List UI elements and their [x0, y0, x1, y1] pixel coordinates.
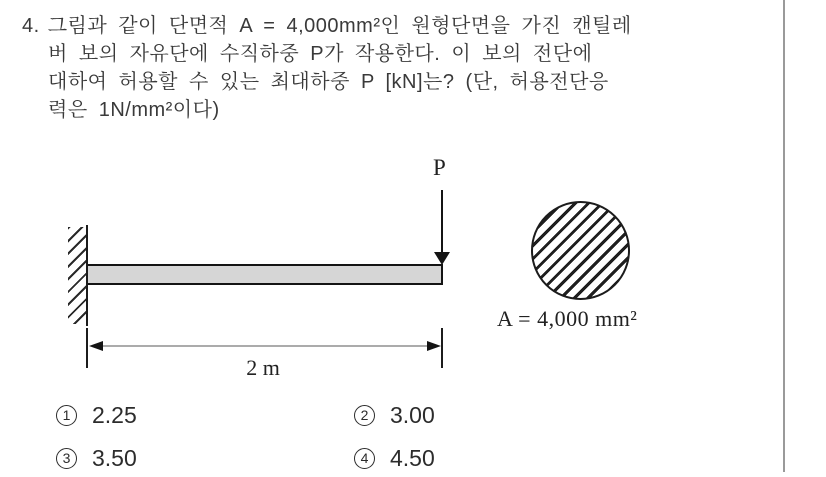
column-divider-line — [783, 0, 785, 472]
dimension-extension-line-right — [441, 328, 443, 368]
circular-section-hatched-icon — [531, 201, 630, 300]
fixed-support-hatch-icon — [68, 227, 86, 324]
choice-number-badge: 2 — [354, 405, 375, 426]
question-text-line: 버 보의 자유단에 수직하중 P가 작용한다. 이 보의 전단에 — [48, 43, 593, 65]
load-label: P — [433, 155, 446, 180]
question-text-line: 대하여 허용할 수 있는 최대하중 P [kN]는? (단, 허용전단응 — [48, 71, 609, 93]
dimension-arrow-right-icon — [427, 341, 441, 351]
question-text-line: 그림과 같이 단면적 A = 4,000mm²인 원형단면을 가진 캔틸레 — [47, 15, 632, 37]
dimension-line — [92, 345, 438, 347]
load-arrow-shaft — [441, 190, 443, 254]
section-area-label: A = 4,000 mm² — [497, 306, 638, 331]
beam-body — [88, 264, 443, 285]
choice-value: 3.50 — [92, 444, 137, 471]
dimension-extension-line-left — [86, 328, 88, 368]
choice-number-badge: 1 — [56, 405, 77, 426]
dimension-arrow-left-icon — [89, 341, 103, 351]
question-continuation — [48, 40, 770, 124]
choice-option-3[interactable] — [56, 446, 137, 470]
choice-option-4[interactable] — [354, 446, 435, 470]
load-arrow-head-icon — [434, 252, 450, 265]
choice-option-1[interactable] — [56, 403, 137, 427]
question-text-line: 력은 1N/mm²이다) — [48, 99, 220, 121]
choice-option-2[interactable] — [354, 403, 435, 427]
choice-number-badge: 3 — [56, 448, 77, 469]
question-line-1 — [22, 12, 770, 40]
question-block — [22, 12, 770, 124]
question-number: 4. — [22, 15, 40, 37]
choice-number-badge: 4 — [354, 448, 375, 469]
choice-value: 2.25 — [92, 401, 137, 428]
choice-value: 3.00 — [390, 401, 435, 428]
span-length-label: 2 m — [246, 355, 280, 380]
choice-value: 4.50 — [390, 444, 435, 471]
